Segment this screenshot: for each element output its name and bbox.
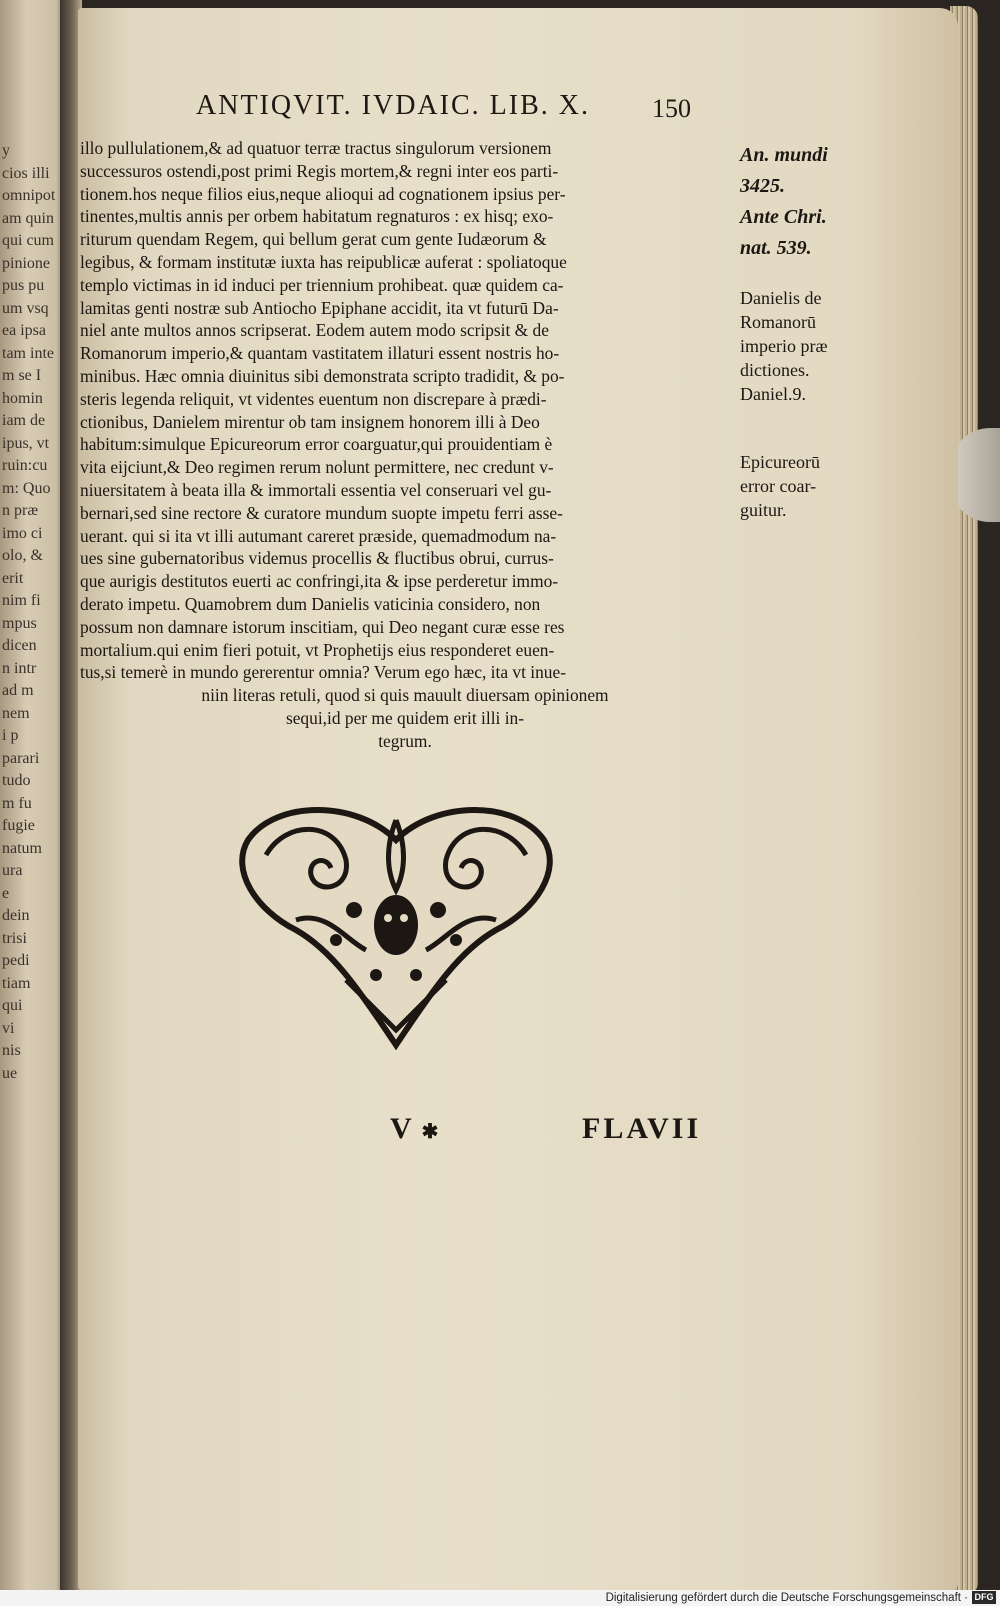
left-page-fragment: um vsq: [2, 299, 49, 317]
text-line: habitum:simulque Epicureorum error coarguatur,qui prouidentiam è: [80, 434, 553, 455]
footer-bar: [0, 1590, 1000, 1606]
left-page-fragment: m se I: [2, 367, 42, 384]
text-line: minibus. Hæc omnia diuinitus sibi demonstrata scripto tradidit, & po-: [80, 365, 565, 386]
margin-year-note: An. mundi: [740, 144, 828, 166]
left-page-fragment: fugie: [2, 817, 35, 834]
left-page-fragment: imo ci: [2, 524, 43, 542]
left-page-fragment: homin: [2, 389, 43, 407]
text-line: derato impetu. Quamobrem dum Danielis vaticinia considero, non: [80, 593, 541, 614]
page-number: 150: [652, 94, 691, 123]
text-line: possum non damnare istorum inscitiam, qui Deo negant curæ esse res: [80, 616, 565, 637]
text-line: uerant. qui si ita vt illi autumant careret præside, quemadmodum na-: [80, 525, 557, 546]
text-line: illo pullulationem,& ad quatuor terræ tractus singulorum versionem: [80, 138, 552, 158]
left-page-fragment: qui: [2, 997, 23, 1014]
left-page-fragment: pedi: [2, 952, 30, 969]
text-line: riturum quendam Regem, qui bellum gerat cum gente Iudæorum &: [80, 229, 547, 250]
running-header: [196, 90, 716, 132]
text-line: ues sine gubernatoribus videmus procellis & fluctibus obrui, currus-: [80, 548, 554, 569]
text-line: vita eijciunt,& Deo regimen rerum nolunt permittere, nec credunt v-: [80, 457, 554, 478]
left-page-fragment: nem: [2, 704, 30, 722]
margin-daniel-note: Daniel.9.: [740, 384, 806, 404]
left-page-text: [2, 140, 60, 1085]
dfg-logo: DFG: [972, 1591, 996, 1604]
text-line: tionem.hos neque filios eius,neque alioqui ad cognationem ipsius per-: [80, 183, 566, 204]
margin-year-note: 3425.: [740, 175, 785, 197]
margin-daniel-note: imperio præ: [740, 336, 828, 356]
left-page-fragment: cios illi: [2, 164, 50, 182]
text-line: niuersitatem à beata illa & immortali essentia vel conseruari vel gu-: [80, 479, 552, 500]
text-line: steris legenda reliquit, vt videntes euentum non discrepare à prædi-: [80, 388, 547, 409]
left-page-fragment: vi: [2, 1019, 15, 1037]
margin-daniel-note: dictiones.: [740, 360, 810, 380]
left-page-fragment: i p: [2, 727, 19, 744]
left-page-fragment: nim fi: [2, 592, 41, 609]
closing-line: sequi,id per me quidem erit illi in-: [285, 707, 525, 728]
text-line: bernari,sed sine rectore & curatore mundum suopte impetu ferri asse-: [80, 502, 563, 523]
signature-letter: V: [390, 1112, 412, 1145]
left-page-fragment: parari: [2, 749, 40, 767]
left-page-fragment: y: [2, 142, 10, 159]
left-page-fragment: pus pu: [2, 277, 45, 294]
left-page-fragment: pinione: [2, 254, 50, 272]
left-page-fragment: am quin: [2, 209, 54, 227]
margin-epicurean-note: error coar-: [740, 476, 817, 496]
running-title: ANTIQVIT. IVDAIC. LIB. X.: [196, 90, 590, 121]
main-text-block: [80, 137, 730, 753]
left-page-fragment: omnipot: [2, 187, 56, 204]
funding-note: Digitalisierung gefördert durch die Deutsche Forschungsgemeinschaft ·: [605, 1592, 968, 1604]
margin-epicurean-note: Epicureorū: [740, 452, 820, 472]
signature-star: ✱: [421, 1120, 439, 1143]
left-page-fragment: tam inte: [2, 344, 54, 362]
left-page-fragment: natum: [2, 839, 42, 857]
signature-mark: [390, 1112, 438, 1146]
left-page-fragment: e: [2, 884, 10, 902]
margin-epicurean-note: guitur.: [740, 500, 787, 520]
catchword: FLAVII: [582, 1112, 702, 1145]
margin-year-note: Ante Chri.: [740, 206, 827, 228]
text-line: ctionibus, Danielem mirentur ob tam insignem honorem illi à Deo: [80, 411, 540, 432]
left-page-fragment: trisi: [2, 929, 27, 947]
left-page-fragment: mpus: [2, 614, 37, 632]
left-page-fragment: tiam: [2, 974, 31, 992]
closing-line: niin literas retuli, quod si quis mauult diuersam opinionem: [201, 685, 609, 706]
left-page-fragment: qui cum: [2, 232, 54, 249]
closing-line: tegrum.: [378, 730, 432, 751]
left-page-fragment: ruin:cu: [2, 457, 48, 474]
margin-daniel-note: Danielis de: [740, 288, 822, 308]
left-page-fragment: dicen: [2, 637, 37, 654]
left-page-fragment: tudo: [2, 772, 31, 789]
left-page-fragment: n præ: [2, 502, 38, 519]
margin-notes: [740, 140, 860, 522]
left-page-fragment: nis: [2, 1042, 21, 1059]
left-page-fragment: ipus, vt: [2, 434, 50, 452]
text-line: mortalium.qui enim fieri potuit, vt Prophetijs eius responderet euen-: [80, 639, 555, 660]
text-line: niel ante multos annos scripserat. Eodem autem modo scripsit & de: [80, 320, 549, 341]
left-page-fragment: ad m: [2, 682, 34, 699]
left-page-fragment: dein: [2, 907, 30, 924]
text-line: lamitas genti nostræ sub Antiocho Epiphane accidit, ita vt futurū Da-: [80, 297, 559, 318]
text-line: que aurigis destitutos euerti ac confringi,ita & ipse perderetur immo-: [80, 571, 559, 592]
text-line: Romanorum imperio,& quantam vastitatem illaturi essent nostris ho-: [80, 343, 560, 364]
left-page-fragment: ea ipsa: [2, 322, 46, 339]
left-page-fragment: m: Quo: [2, 479, 51, 497]
text-line: legibus, & formam institutæ iuxta has reipublicæ auferat : spoliatoque: [80, 251, 567, 272]
woodcut-ornament: [236, 800, 556, 1050]
left-page-fragment: n intr: [2, 659, 37, 677]
left-page-fragment: ura: [2, 862, 23, 879]
margin-year-note: nat. 539.: [740, 237, 812, 259]
left-page-fragment: iam de: [2, 412, 46, 429]
text-line: successuros ostendi,post primi Regis mortem,& regni inter eos parti-: [80, 160, 559, 181]
left-page-fragment: ue: [2, 1064, 18, 1082]
text-line: tinentes,multis annis per orbem habitatum regnaturos : ex hisq; exo-: [80, 206, 554, 227]
left-page-fragment: m fu: [2, 794, 32, 812]
text-line: templo victimas in id induci per triennium prohibeat. quæ quidem ca-: [80, 274, 564, 295]
left-page-edge: [0, 0, 66, 1606]
margin-spacer: [740, 264, 860, 286]
margin-daniel-note: Romanorū: [740, 312, 816, 332]
left-page-fragment: erit: [2, 569, 24, 587]
margin-spacer: [740, 406, 860, 450]
text-line: tus,si temerè in mundo gererentur omnia? Verum ego hæc, ita vt inue-: [80, 662, 567, 683]
left-page-fragment: olo, &: [2, 547, 43, 564]
